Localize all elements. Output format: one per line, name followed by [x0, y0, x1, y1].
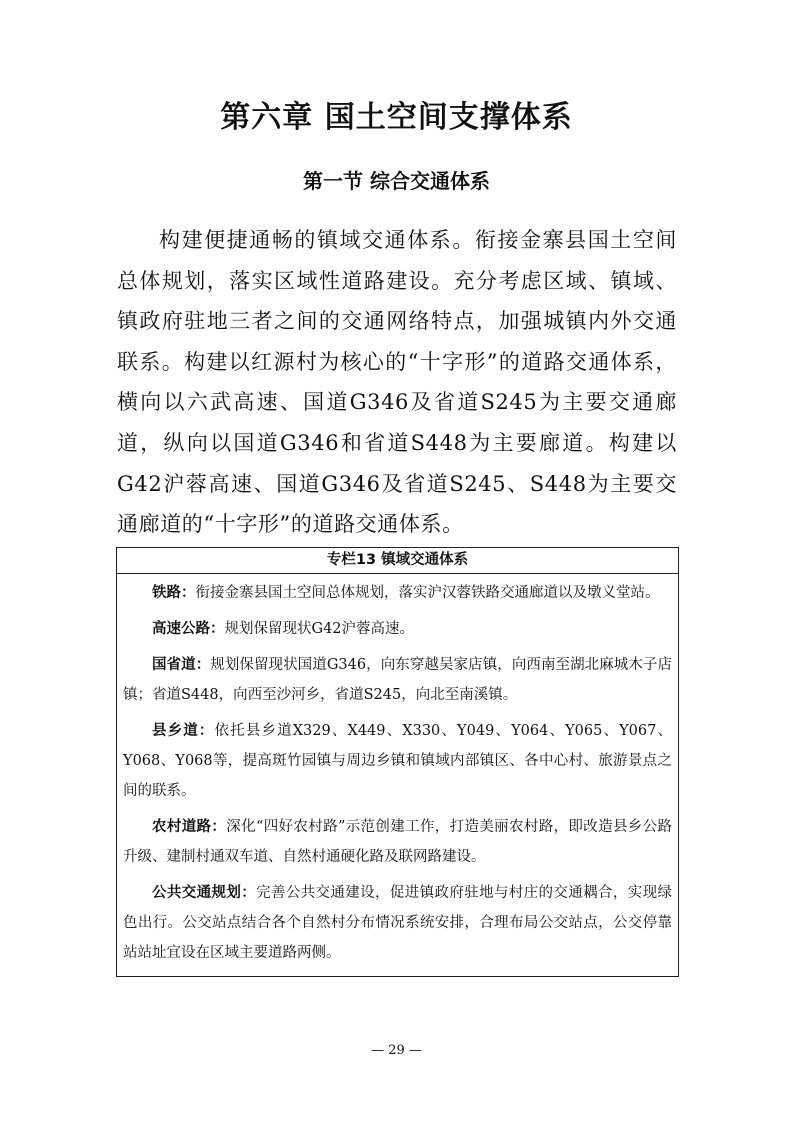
- box-title: 专栏13 镇域交通体系: [117, 548, 678, 574]
- box-item-label: 国省道：: [152, 657, 211, 673]
- box-body: [117, 574, 678, 968]
- box-item-public-transport: [123, 878, 672, 968]
- box-item-expressway: [123, 614, 672, 644]
- box-item-text: 衔接金寨县国土空间总体规划，落实沪汉蓉铁路交通廊道以及墩义堂站。: [195, 585, 660, 601]
- chapter-title: 第六章 国土空间支撑体系: [220, 100, 573, 135]
- box-item-text: 深化“四好农村路”示范创建工作，打造美丽农村路，即改造县乡公路升级、建制村通双车道、自然村通硬化路及联网路建设。: [123, 819, 673, 865]
- box-item-label: 高速公路：: [152, 621, 225, 637]
- body-paragraph: 构建便捷通畅的镇域交通体系。衔接金寨县国土空间总体规划，落实区域性道路建设。充分考虑区域、镇域、镇政府驻地三者之间的交通网络特点，加强城镇内外交通联系。构建以红源村为核心的“十字形”的道路交通体系，横向以六武高速、国道G346及省道S245为主要交通廊道，纵向以国道G346和省道S448为主要廊道。构建以G42沪蓉高速、国道G346及省道S245、S448为主要交通廊道的“十字形”的道路交通体系。: [117, 228, 677, 537]
- box-item-railway: [123, 578, 672, 608]
- box-item-rural-road: [123, 812, 672, 872]
- box-item-county-township-road: [123, 716, 672, 806]
- box-item-label: 农村道路：: [152, 819, 227, 835]
- box-item-national-provincial-road: [123, 650, 672, 710]
- box-item-text: 规划保留现状G42沪蓉高速。: [224, 621, 415, 637]
- box-item-label: 县乡道：: [152, 723, 215, 739]
- section-title: 第一节 综合交通体系: [303, 169, 490, 193]
- sidebar-box-traffic-system: [116, 547, 679, 977]
- page-number: — 29 —: [371, 1043, 422, 1058]
- box-item-label: 公共交通规划：: [152, 885, 257, 901]
- box-item-label: 铁路：: [152, 585, 196, 601]
- box-item-text: 依托县乡道X329、X449、X330、Y049、Y064、Y065、Y067、Y068、Y068等，提高斑竹园镇与周边乡镇和镇域内部镇区、各中心村、旅游景点之间的联系。: [123, 723, 672, 799]
- box-item-text: 规划保留现状国道G346，向东穿越吴家店镇，向西南至湖北麻城木子店镇；省道S448，向西至沙河乡，省道S245，向北至南溪镇。: [123, 657, 673, 703]
- box-item-text: 完善公共交通建设，促进镇政府驻地与村庄的交通耦合，实现绿色出行。公交站点结合各个自然村分布情况系统安排，合理布局公交站点，公交停靠站站址宜设在区域主要道路两侧。: [123, 885, 673, 961]
